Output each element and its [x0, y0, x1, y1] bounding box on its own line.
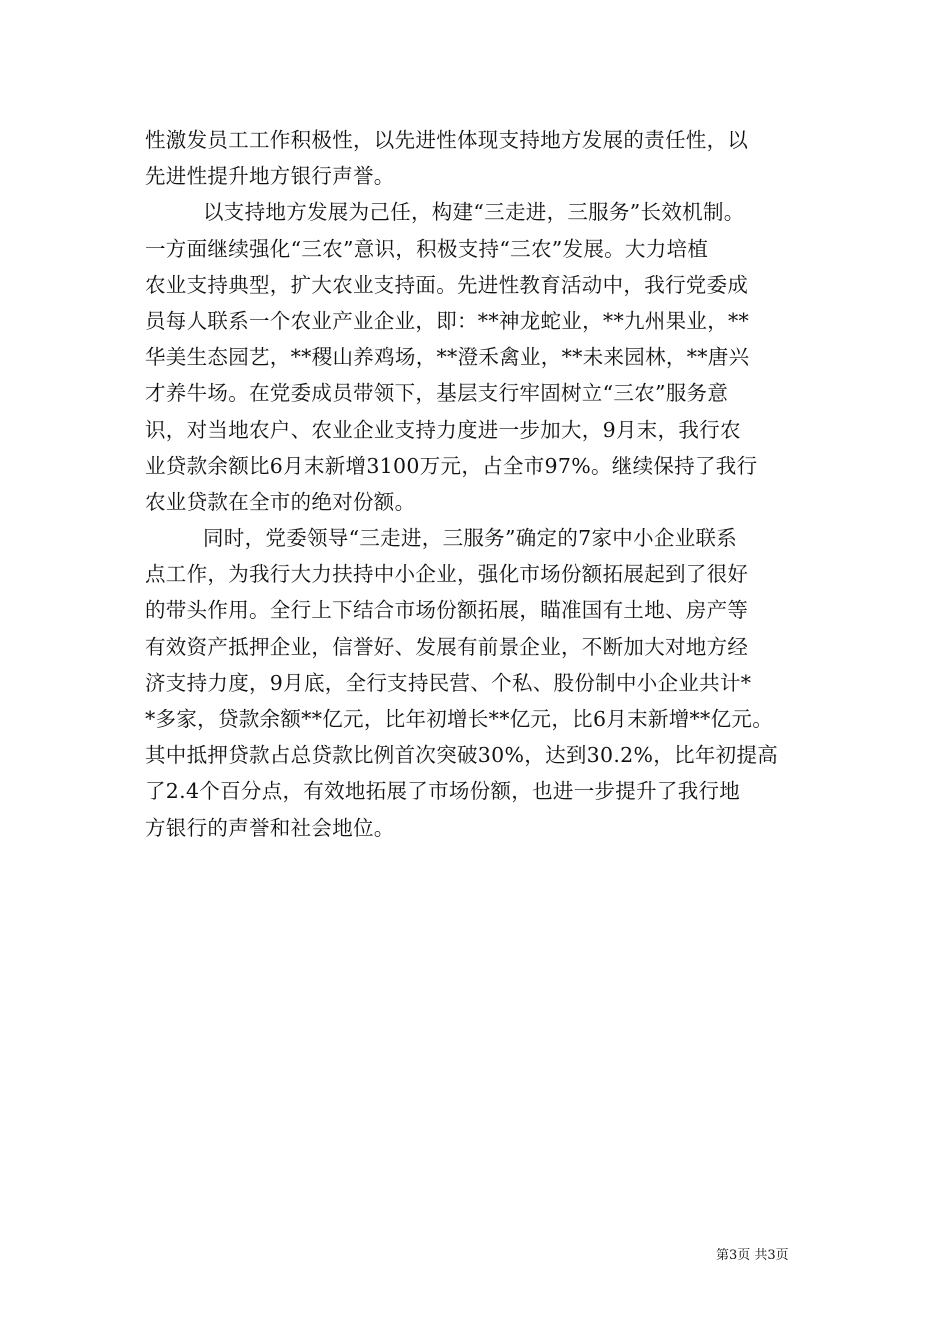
document-body	[145, 122, 825, 846]
text-line: 农业贷款在全市的绝对份额。	[145, 489, 416, 514]
paragraph-first-line: 以支持地方发展为己任，构建“三走进，三服务”长效机制。	[203, 200, 745, 225]
text-line: 农业支持典型，扩大农业支持面。先进性教育活动中，我行党委成	[145, 272, 749, 297]
text-line: *多家，贷款余额**亿元，比年初增长**亿元，比6月末新增**亿元。	[145, 707, 773, 731]
text-line: 识，对当地农户、农业企业支持力度进一步加大，9月末，我行农	[145, 417, 741, 442]
text-line: 了2.4个百分点，有效地拓展了市场份额，也进一步提升了我行地	[145, 779, 741, 804]
text-line: 先进性提升地方银行声誉。	[145, 164, 395, 189]
text-line: 点工作，为我行大力扶持中小企业，强化市场份额拓展起到了很好	[145, 562, 749, 587]
text-line: 才养牛场。在党委成员带领下，基层支行牢固树立“三农”服务意	[145, 381, 729, 406]
text-line: 一方面继续强化“三农”意识，积极支持“三农”发展。大力培植	[145, 236, 709, 261]
text-line: 济支持力度，9月底，全行支持民营、个私、股份制中小企业共计*	[145, 670, 752, 695]
text-line: 员每人联系一个农业产业企业，即：**神龙蛇业，**九州果业，**	[145, 308, 750, 333]
text-line: 华美生态园艺，**稷山养鸡场，**澄禾禽业，**未来园林，**唐兴	[145, 345, 750, 370]
text-line: 其中抵押贷款占总贷款比例首次突破30%，达到30.2%，比年初提高	[145, 743, 779, 768]
text-line: 性激发员工工作积极性，以先进性体现支持地方发展的责任性，以	[145, 128, 749, 152]
text-line: 方银行的声誉和社会地位。	[145, 815, 395, 840]
text-line: 的带头作用。全行上下结合市场份额拓展，瞄准国有土地、房产等	[145, 598, 749, 623]
text-line: 有效资产抵押企业，信誉好、发展有前景企业，不断加大对地方经	[145, 634, 749, 659]
paragraph-first-line: 同时，党委领导“三走进，三服务”确定的7家中小企业联系	[203, 526, 738, 551]
page-number: 第3页 共3页	[716, 1248, 789, 1263]
text-line: 业贷款余额比6月末新增3100万元，占全市97%。继续保持了我行	[145, 453, 758, 478]
